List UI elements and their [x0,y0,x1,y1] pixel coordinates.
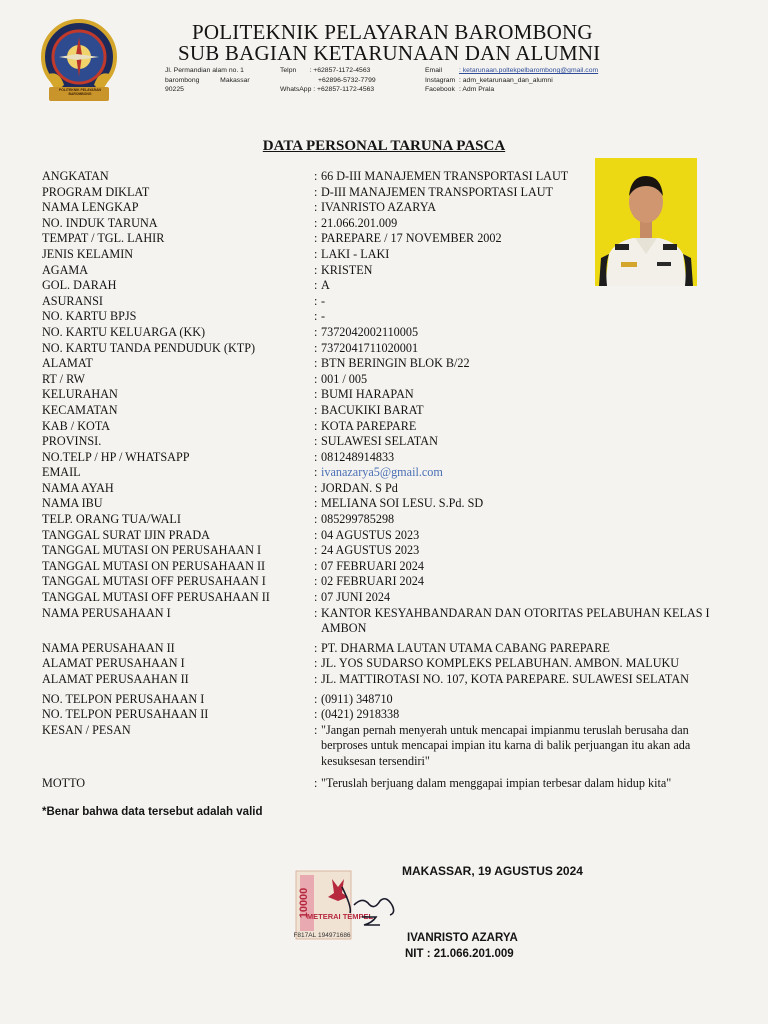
field-value-wrap [314,263,722,279]
document-title [0,138,768,155]
field-value: - [321,293,326,308]
field-colon: : [314,340,318,355]
field-value-wrap [314,419,722,435]
field-colon: : [314,402,318,417]
field-value: SULAWESI SELATAN [321,434,438,449]
field-value: 07 FEBRUARI 2024 [321,558,424,573]
field-value-wrap [314,372,722,388]
field-value: 081248914833 [321,449,395,464]
field-row [42,200,722,216]
address-line-1: Jl. Permandian alam no. 1 [165,67,244,74]
field-label: ASURANSI [42,293,103,308]
field-label: NAMA PERUSAHAAN I [42,605,171,620]
field-row [42,278,722,294]
telp-value-2: +62896-5732-7799 [318,76,376,84]
logo-banner-text: POLITEKNIK PELAYARAN BAROMBONG [59,88,101,96]
field-row [42,723,722,770]
field-label: PROVINSI. [42,434,102,449]
field-value: MELIANA SOI LESU. S.Pd. SD [321,496,484,511]
field-row [42,185,722,201]
field-value-wrap [314,185,722,201]
field-value-wrap [314,387,722,403]
field-row [42,325,722,341]
field-value: BACUKIKI BARAT [321,402,424,417]
field-label: PROGRAM DIKLAT [42,184,150,199]
field-value: IVANRISTO AZARYA [321,200,437,215]
document-title-text: DATA PERSONAL TARUNA PASCA [262,138,506,154]
facebook-value: : Adm Prala [459,86,495,93]
field-value-wrap [314,496,722,512]
field-value: KRISTEN [321,262,373,277]
field-row [42,574,722,590]
field-row [42,216,722,232]
field-value-wrap [314,325,722,341]
field-row [42,496,722,512]
field-value: PAREPARE / 17 NOVEMBER 2002 [321,231,502,246]
field-colon: : [314,387,318,402]
field-colon: : [314,356,318,371]
field-colon: : [314,418,318,433]
field-label: NO. KARTU TANDA PENDUDUK (KTP) [42,340,256,355]
field-label: KAB / KOTA [42,418,111,433]
field-value: 66 D-III MANAJEMEN TRANSPORTASI LAUT [321,169,569,183]
field-value: 02 FEBRUARI 2024 [321,574,424,589]
field-value-wrap [314,590,722,606]
field-value: (0911) 348710 [321,691,393,706]
field-row [42,641,722,657]
instagram-value: : adm_ketarunaan_dan_alumni [459,76,553,84]
email-value[interactable]: ivanazarya5@gmail.com [321,465,443,480]
field-label: ANGKATAN [42,169,109,183]
field-value-wrap [314,707,722,723]
institution-name: POLITEKNIK PELAYARAN BAROMBONG [192,20,593,44]
field-label: ALAMAT [42,356,93,371]
signatory-nit: NIT : 21.066.201.009 [405,948,514,960]
field-colon: : [314,543,318,558]
contact-phone [280,66,376,95]
signatory-name: IVANRISTO AZARYA [407,932,518,944]
field-colon: : [314,558,318,573]
field-row [42,776,722,792]
field-label: TANGGAL MUTASI ON PERUSAHAAN II [42,558,266,573]
field-label: JENIS KELAMIN [42,246,134,261]
field-value: 001 / 005 [321,371,368,386]
field-value-wrap [314,247,722,263]
field-value-wrap [314,656,722,672]
stamp-value-text: 10000 [298,887,310,919]
field-label: NAMA PERUSAHAAN II [42,640,175,655]
field-colon: : [314,200,318,215]
field-row [42,450,722,466]
email-label: Email [425,67,442,74]
field-value: "Jangan pernah menyerah untuk mencapai impianmu teruslah berusaha dan berproses untuk mencapai impian itu karna di balik perjuangan itu akan ada kesuksesan tersendiri" [321,722,691,768]
field-colon: : [314,527,318,542]
field-row [42,528,722,544]
field-value: "Teruslah berjuang dalam menggapai impian terbesar dalam hidup kita" [321,775,672,790]
field-value: A [321,278,330,293]
field-value-wrap [314,528,722,544]
field-label: TANGGAL MUTASI OFF PERUSAHAAN II [42,590,270,605]
field-row [42,419,722,435]
whatsapp-line: WhatsApp : +62857-1172-4563 [280,86,375,93]
field-row [42,403,722,419]
field-row [42,543,722,559]
field-value-wrap [314,450,722,466]
address-city: barombong [165,76,200,84]
field-value: JORDAN. S Pd [321,480,398,495]
field-value-wrap [314,434,722,450]
field-row [42,263,722,279]
stamp-label-text: METERAI TEMPEL [306,912,374,921]
field-colon: : [314,169,318,183]
telp-label: Telpn [280,67,297,74]
field-value-wrap [314,465,722,481]
field-label: NO. TELPON PERUSAHAAN I [42,691,205,706]
field-value: LAKI - LAKI [321,246,390,261]
address-city-b: Makassar [220,76,250,84]
facebook-label: Facebook [425,86,455,93]
email-link[interactable]: : ketarunaan.poltekpelbarombong@gmail.com [459,67,599,74]
field-colon: : [314,293,318,308]
field-value-wrap [314,543,722,559]
contact-address [165,66,250,95]
field-label: GOL. DARAH [42,278,117,293]
field-label: TANGGAL MUTASI OFF PERUSAHAAN I [42,574,266,589]
field-label: AGAMA [42,262,89,277]
field-colon: : [314,246,318,261]
field-value-wrap [314,216,722,232]
field-value: D-III MANAJEMEN TRANSPORTASI LAUT [321,184,553,199]
field-colon: : [314,512,318,527]
field-value-wrap [314,559,722,575]
field-row [42,656,722,672]
field-colon: : [314,656,318,671]
field-colon: : [314,215,318,230]
field-value-wrap [314,723,722,770]
field-label: NO. TELPON PERUSAHAAN II [42,707,209,722]
field-row [42,692,722,708]
field-row [42,372,722,388]
field-label: RT / RW [42,371,86,386]
field-label: KELURAHAN [42,387,118,402]
contact-online [425,66,598,95]
field-row [42,356,722,372]
field-colon: : [314,640,318,655]
field-label: KESAN / PESAN [42,722,131,737]
field-row [42,606,722,637]
field-colon: : [314,449,318,464]
telp-value-1: : +62857-1172-4563 [309,67,371,74]
field-row [42,465,722,481]
field-colon: : [314,324,318,339]
field-value-wrap [314,169,722,185]
field-value-wrap [314,341,722,357]
field-value: (0421) 2918338 [321,707,400,722]
field-label: EMAIL [42,465,81,480]
field-label: NO. KARTU KELUARGA (KK) [42,324,206,339]
field-value-wrap [314,692,722,708]
field-label: NAMA IBU [42,496,103,511]
field-value-wrap [314,294,722,310]
field-row [42,341,722,357]
field-row [42,294,722,310]
field-colon: : [314,574,318,589]
field-colon: : [314,278,318,293]
field-label: NAMA LENGKAP [42,200,139,215]
field-colon: : [314,262,318,277]
field-row [42,481,722,497]
field-colon: : [314,722,318,737]
field-label: KECAMATAN [42,402,118,417]
field-colon: : [314,496,318,511]
field-value-wrap [314,200,722,216]
personal-data-list [42,169,722,791]
field-colon: : [314,707,318,722]
field-value: - [321,309,326,324]
meterai-stamp [292,867,402,942]
field-label: TELP. ORANG TUA/WALI [42,512,181,527]
validity-note: *Benar bahwa data tersebut adalah valid [42,806,263,818]
field-row [42,672,722,688]
field-label: ALAMAT PERUSAHAAN I [42,656,185,671]
field-row [42,231,722,247]
field-label: TEMPAT / TGL. LAHIR [42,231,165,246]
field-value-wrap [314,481,722,497]
field-label: TANGGAL SURAT IJIN PRADA [42,527,210,542]
field-colon: : [314,434,318,449]
field-row [42,309,722,325]
field-value-wrap [314,606,722,637]
field-row [42,559,722,575]
address-postal: 90225 [165,86,184,93]
field-colon: : [314,590,318,605]
field-value: 085299785298 [321,512,395,527]
field-colon: : [314,605,318,620]
stamp-serial-text: F817AL 194971686 [293,932,351,939]
field-label: ALAMAT PERUSAAHAN II [42,672,189,686]
field-value-wrap [314,512,722,528]
field-colon: : [314,465,318,480]
field-row [42,707,722,723]
field-value: BUMI HARAPAN [321,387,414,402]
division-name: SUB BAGIAN KETARUNAAN DAN ALUMNI [178,41,601,65]
field-label: NAMA AYAH [42,480,114,495]
field-value-wrap [314,356,722,372]
field-colon: : [314,672,318,686]
field-value-wrap [314,403,722,419]
field-value: 04 AGUSTUS 2023 [321,527,420,542]
field-value: KANTOR KESYAHBANDARAN DAN OTORITAS PELABUHAN KELAS I AMBON [321,605,710,636]
field-value: KOTA PAREPARE [321,418,417,433]
field-value-wrap [314,641,722,657]
field-row [42,387,722,403]
field-value: JL. MATTIROTASI NO. 107, KOTA PAREPARE. SULAWESI SELATAN [321,672,689,686]
field-row [42,512,722,528]
field-row [42,434,722,450]
field-value-wrap [314,231,722,247]
field-colon: : [314,691,318,706]
field-value: 07 JUNI 2024 [321,590,391,605]
field-value-wrap [314,309,722,325]
field-label: NO.TELP / HP / WHATSAPP [42,449,190,464]
field-value-wrap [314,776,722,792]
field-value: 21.066.201.009 [321,215,398,230]
field-label: NO. INDUK TARUNA [42,215,158,230]
field-colon: : [314,775,318,790]
field-value: JL. YOS SUDARSO KOMPLEKS PELABUHAN. AMBON. MALUKU [321,656,680,671]
field-row [42,247,722,263]
field-label: MOTTO [42,775,86,790]
field-value: 7372041711020001 [321,340,419,355]
field-colon: : [314,309,318,324]
field-value: PT. DHARMA LAUTAN UTAMA CABANG PAREPARE [321,640,610,655]
field-label: NO. KARTU BPJS [42,309,137,324]
field-value: 24 AGUSTUS 2023 [321,543,420,558]
field-colon: : [314,371,318,386]
field-value: BTN BERINGIN BLOK B/22 [321,356,470,371]
field-value: 7372042002110005 [321,324,419,339]
field-colon: : [314,480,318,495]
field-value-wrap [314,672,722,688]
field-colon: : [314,231,318,246]
field-row [42,590,722,606]
field-colon: : [314,184,318,199]
field-row [42,169,722,185]
instagram-label: Instagram [425,76,456,84]
signature-place-date: MAKASSAR, 19 AGUSTUS 2024 [402,864,583,878]
field-value-wrap [314,574,722,590]
field-value-wrap [314,278,722,294]
field-label: TANGGAL MUTASI ON PERUSAHAAN I [42,543,261,558]
